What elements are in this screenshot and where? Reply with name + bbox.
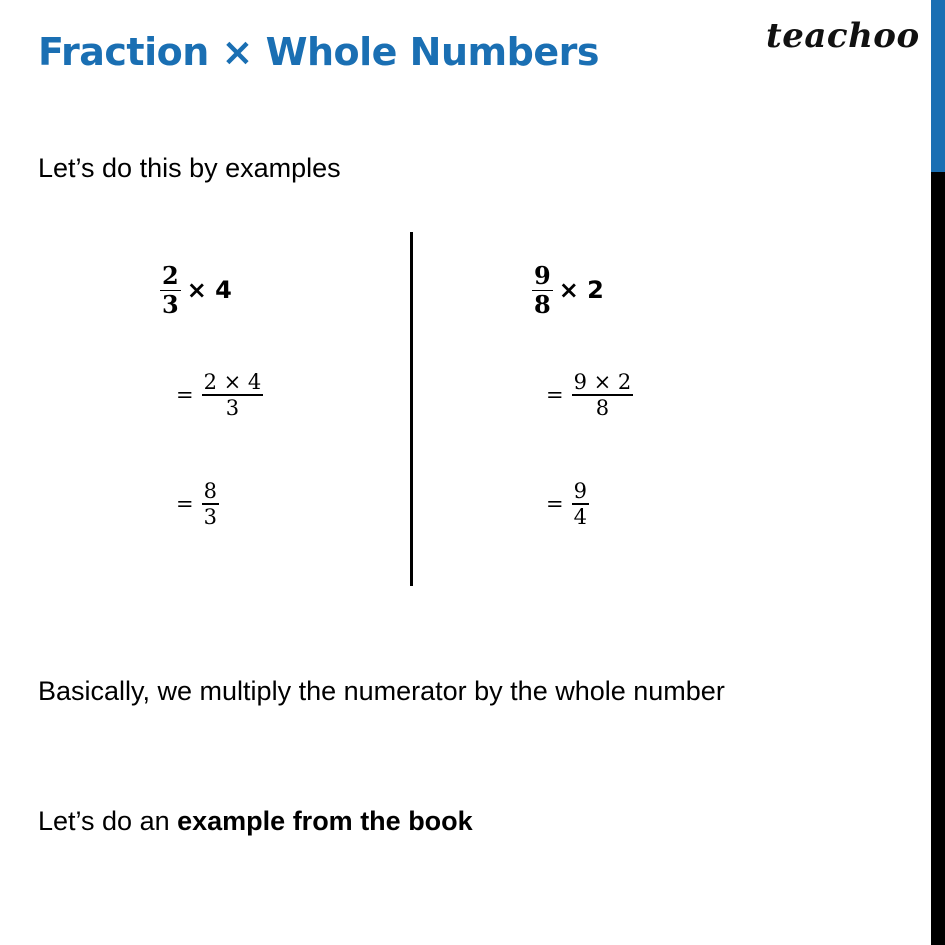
right-fraction-denominator: 8: [534, 290, 551, 320]
scrollbar-thumb[interactable]: [931, 0, 945, 172]
summary-text: Basically, we multiply the numerator by the whole number: [38, 676, 725, 706]
intro-text: Let’s do this by examples: [38, 153, 341, 183]
right-step-1-numerator: 9 × 2: [573, 370, 632, 394]
right-step-1: = $\frac{9 \times 2}{8}$: [546, 370, 632, 420]
left-step-2-denominator: 3: [203, 504, 217, 529]
right-fraction-numerator: 9: [534, 261, 551, 290]
right-times-whole: × 2: [558, 276, 604, 305]
scrollbar[interactable]: [931, 0, 945, 945]
closing-bold: example from the book: [177, 806, 473, 836]
right-problem: [532, 262, 604, 319]
right-step-1-denominator: 8: [595, 395, 610, 420]
left-step-1: = $\frac{2 \times 4}{3}$: [176, 370, 262, 420]
left-times-whole: × 4: [186, 276, 232, 305]
closing-prefix: Let’s do an: [38, 806, 178, 836]
teachoo-logo: teachoo: [766, 16, 920, 56]
right-step-2-numerator: 9: [573, 479, 587, 503]
page-title: Fraction × Whole Numbers: [38, 30, 599, 74]
left-step-1-numerator: 2 × 4: [203, 370, 262, 394]
column-divider: [410, 232, 413, 586]
left-problem: [160, 262, 232, 319]
left-fraction-numerator: 2: [162, 261, 179, 290]
left-step-2-numerator: 8: [203, 479, 217, 503]
closing-text: [38, 806, 473, 837]
right-step-2-denominator: 4: [573, 504, 587, 529]
left-step-1-denominator: 3: [225, 395, 240, 420]
right-fraction: [532, 262, 553, 319]
left-step-2: = $\frac{8}{3}$: [176, 479, 217, 529]
right-step-2: = $\frac{9}{4}$: [546, 479, 587, 529]
left-fraction: [160, 262, 181, 319]
left-fraction-denominator: 3: [162, 290, 179, 320]
